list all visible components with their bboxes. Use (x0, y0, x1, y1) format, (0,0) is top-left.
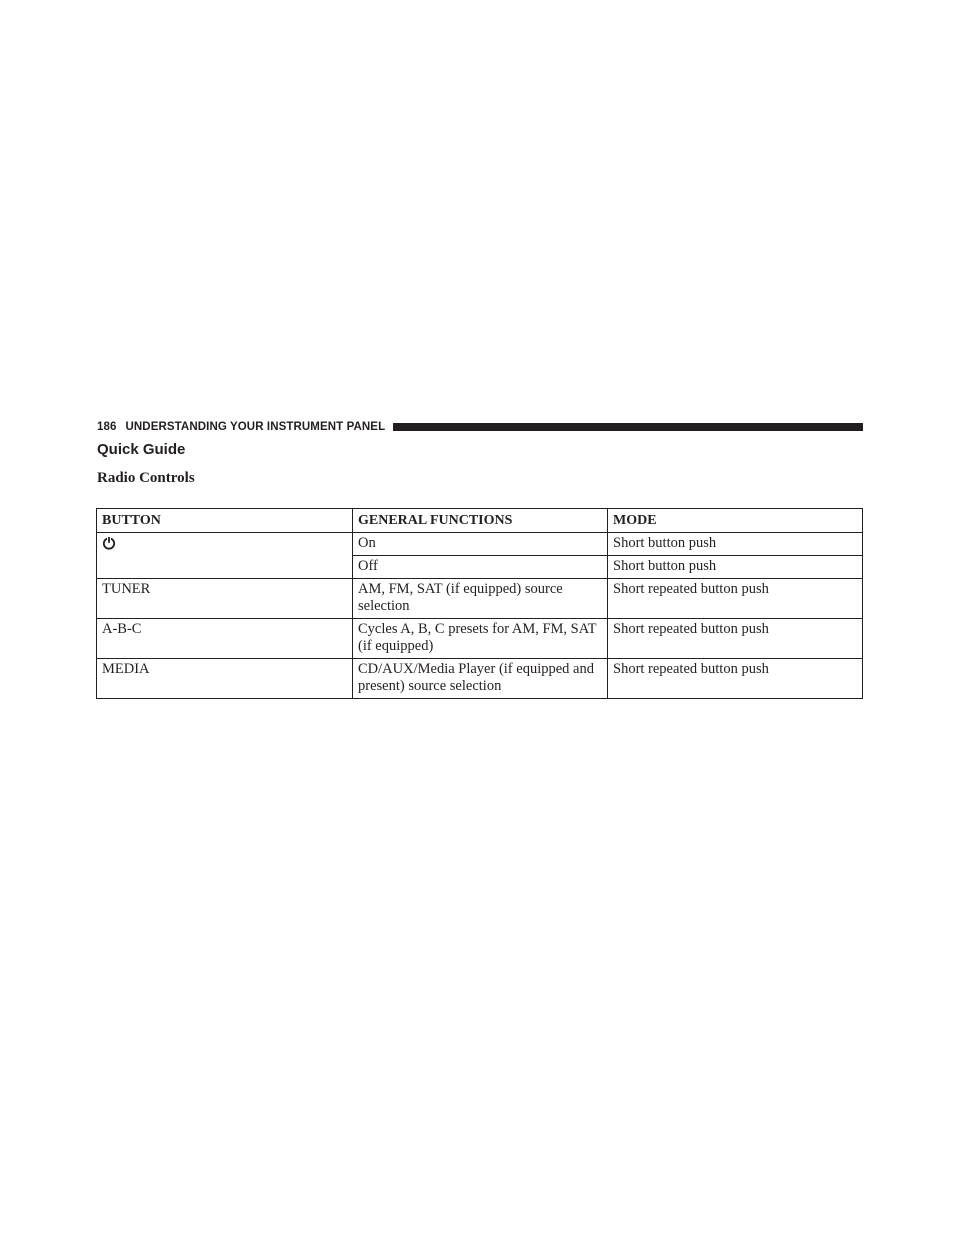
table-cell-function: Off (353, 556, 608, 579)
table-cell-mode: Short repeated button push (608, 619, 863, 659)
table-header-row (97, 509, 863, 533)
section-title: Quick Guide (97, 441, 186, 458)
table-row (97, 533, 863, 556)
table-row (97, 659, 863, 699)
table-cell-mode: Short button push (608, 556, 863, 579)
column-header-button: BUTTON (97, 509, 353, 533)
power-icon (102, 536, 116, 550)
table-cell-mode: Short repeated button push (608, 579, 863, 619)
running-title: UNDERSTANDING YOUR INSTRUMENT PANEL (125, 421, 386, 433)
page-header (97, 420, 863, 434)
table-cell-button: TUNER (97, 579, 353, 619)
table-cell-mode: Short repeated button push (608, 659, 863, 699)
header-rule (393, 423, 863, 431)
table-cell-mode: Short button push (608, 533, 863, 556)
page-number: 186 (97, 421, 117, 433)
table-row (97, 619, 863, 659)
table-cell-function: On (353, 533, 608, 556)
subsection-title: Radio Controls (97, 470, 195, 486)
table-cell-function: CD/AUX/Media Player (if equipped and present) source selection (353, 659, 608, 699)
table-row (97, 579, 863, 619)
table-cell-button: MEDIA (97, 659, 353, 699)
radio-controls-table (96, 508, 863, 699)
table-cell-function: Cycles A, B, C presets for AM, FM, SAT (if equipped) (353, 619, 608, 659)
column-header-mode: MODE (608, 509, 863, 533)
table-cell-function: AM, FM, SAT (if equipped) source selection (353, 579, 608, 619)
power-button-cell (97, 533, 353, 579)
table-cell-button: A-B-C (97, 619, 353, 659)
column-header-functions: GENERAL FUNCTIONS (353, 509, 608, 533)
